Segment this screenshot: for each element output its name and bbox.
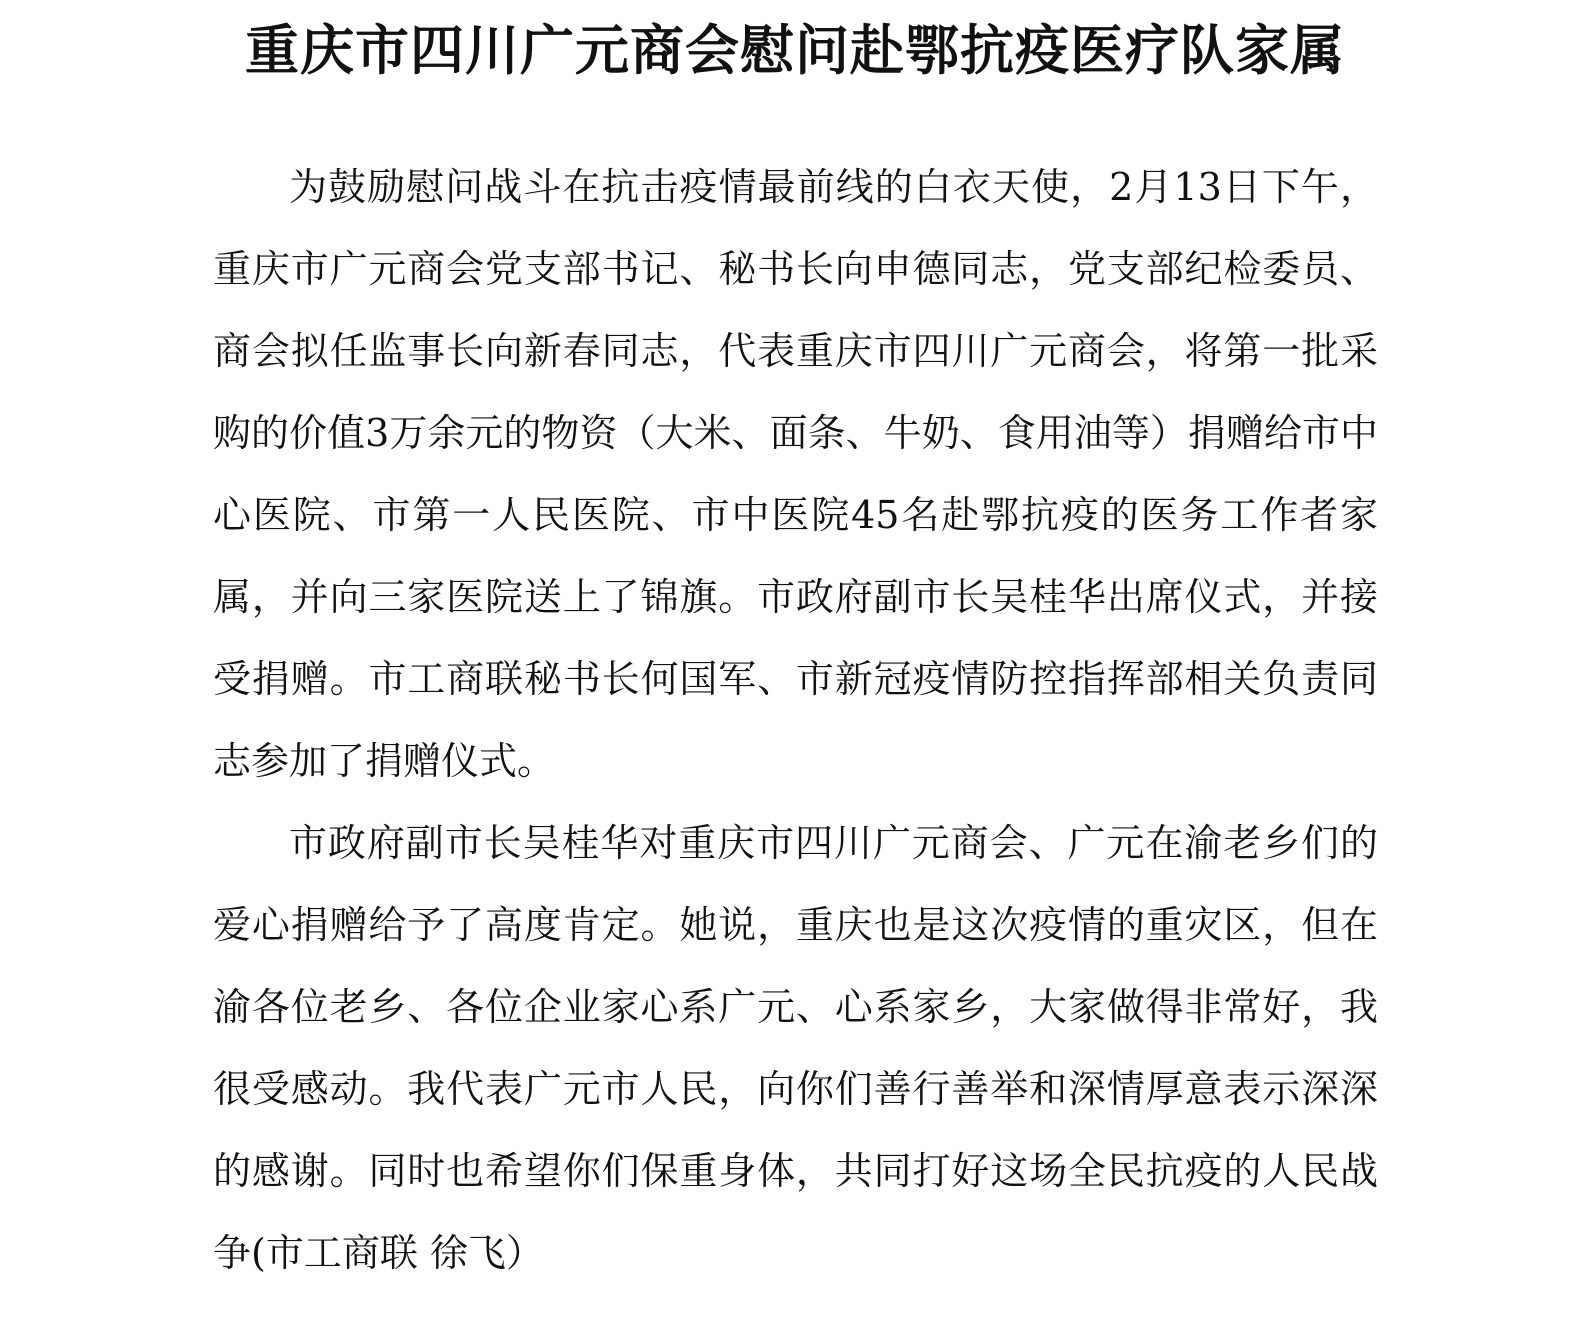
paragraph-1: 为鼓励慰问战斗在抗击疫情最前线的白衣天使，2月13日下午，重庆市广元商会党支部书记、秘书长向申德同志，党支部纪检委员、商会拟任监事长向新春同志，代表重庆市四川广元商会，将第一批采购的价值3万余元的物资（大米、面条、牛奶、食用油等）捐赠给市中心医院、市第一人民医院、市中医院45名赴鄂抗疫的医务工作者家属，并向三家医院送上了锦旗。市政府副市长吴桂华出席仪式，并接受捐赠。市工商联秘书长何国军、市新冠疫情防控指挥部相关负责同志参加了捐赠仪式。 [213, 165, 1378, 783]
paragraph-2: 市政府副市长吴桂华对重庆市四川广元商会、广元在渝老乡们的爱心捐赠给予了高度肯定。她说，重庆也是这次疫情的重灾区，但在渝各位老乡、各位企业家心系广元、心系家乡，大家做得非常好，我很受感动。我代表广元市人民，向你们善行善举和深情厚意表示深深的感谢。同时也希望你们保重身体，共同打好这场全民抗疫的人民战争(市工商联 徐飞） [213, 821, 1378, 1275]
document-title: 重庆市四川广元商会慰问赴鄂抗疫医疗队家属 [245, 18, 1345, 82]
document-body [213, 146, 1378, 1294]
